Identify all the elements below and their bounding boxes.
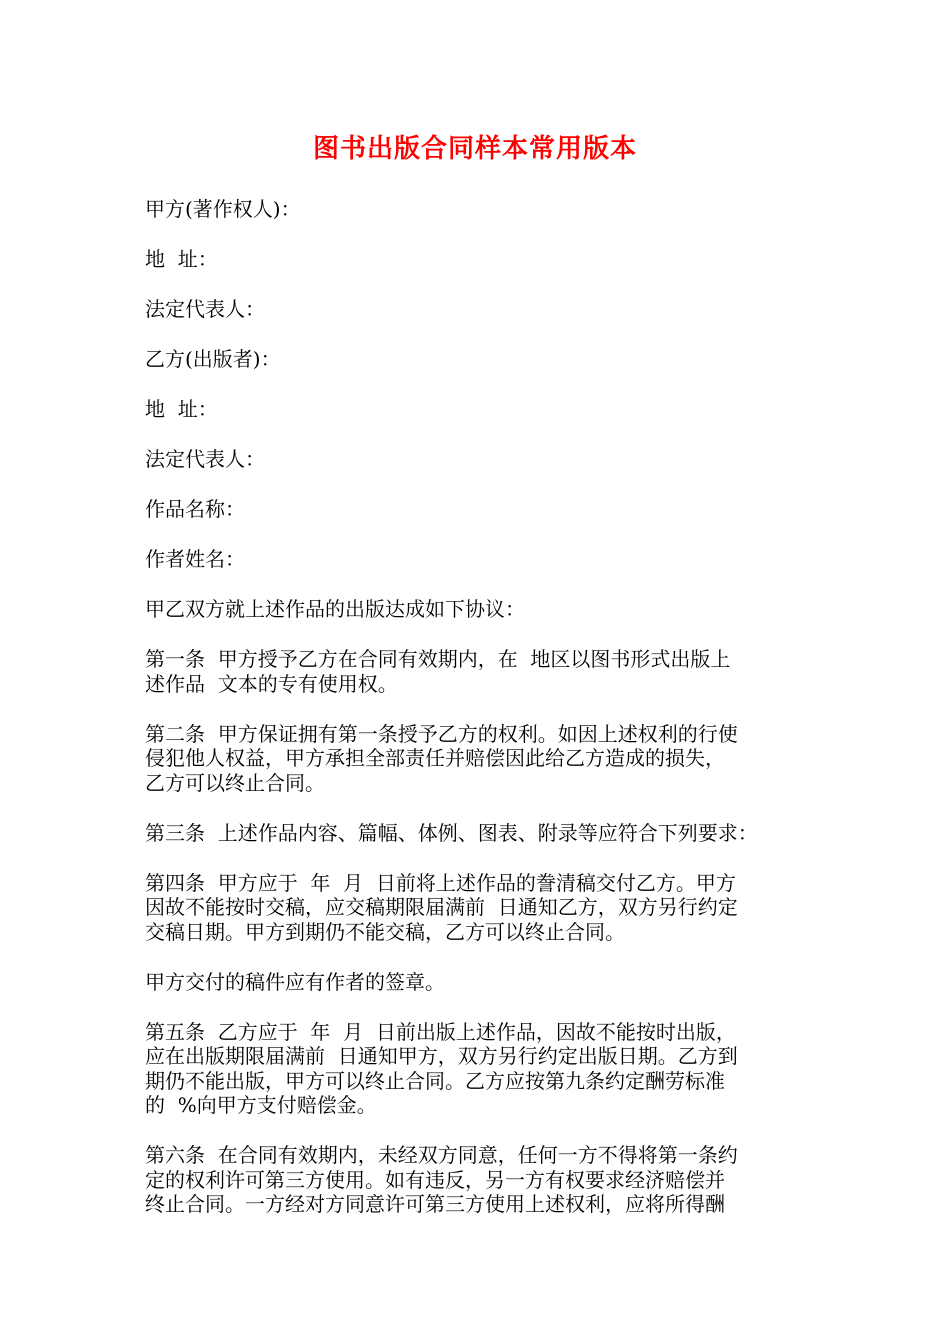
paragraph-line: 作者姓名：: [145, 547, 245, 571]
paragraph: [145, 871, 810, 945]
document-body: [145, 197, 810, 1242]
document-title: 图书出版合同样本常用版本: [312, 134, 637, 164]
paragraph: [145, 397, 810, 422]
paragraph-line: 甲方(著作权人)：: [145, 197, 301, 221]
paragraph-line: 法定代表人：: [145, 447, 265, 471]
paragraph: [145, 1143, 810, 1217]
paragraph-line: 述作品 文本的专有使用权。: [145, 671, 398, 696]
paragraph-line: 交稿日期。甲方到期仍不能交稿，乙方可以终止合同。: [145, 919, 625, 944]
paragraph: [145, 447, 810, 472]
paragraph-line: 终止合同。一方经对方同意许可第三方使用上述权利，应将所得酬: [145, 1192, 725, 1216]
paragraph: [145, 821, 810, 846]
paragraph-line: 法定代表人：: [145, 297, 265, 321]
paragraph-line: 侵犯他人权益，甲方承担全部责任并赔偿因此给乙方造成的损失，: [145, 746, 725, 770]
paragraph-line: 定的权利许可第三方使用。如有违反，另一方有权要求经济赔偿并: [145, 1167, 725, 1192]
paragraph-line: 第四条 甲方应于 年 月 日前将上述作品的誊清稿交付乙方。甲方: [145, 870, 736, 895]
paragraph-line: 的 %向甲方支付赔偿金。: [145, 1093, 377, 1117]
paragraph: [145, 197, 810, 222]
paragraph-line: 第五条 乙方应于 年 月 日前出版上述作品，因故不能按时出版，: [145, 1019, 736, 1044]
paragraph-line: 乙方(出版者)：: [145, 347, 281, 371]
paragraph: [145, 722, 810, 796]
paragraph-line: 因故不能按时交稿，应交稿期限届满前 日通知乙方，双方另行约定: [145, 895, 738, 919]
paragraph-line: 地 址：: [145, 397, 218, 421]
paragraph-line: 期仍不能出版，甲方可以终止合同。乙方应按第九条约定酬劳标准: [145, 1068, 725, 1093]
paragraph: [145, 970, 810, 995]
paragraph-line: 应在出版期限届满前 日通知甲方，双方另行约定出版日期。乙方到: [145, 1044, 738, 1068]
paragraph: [145, 497, 810, 522]
paragraph-line: 第六条 在合同有效期内，未经双方同意，任何一方不得将第一条约: [145, 1143, 738, 1167]
paragraph: [145, 297, 810, 322]
paragraph: [145, 597, 810, 622]
paragraph: [145, 547, 810, 572]
paragraph-line: 地 址：: [145, 247, 218, 271]
paragraph-line: 作品名称：: [145, 497, 245, 521]
paragraph-line: 第一条 甲方授予乙方在合同有效期内，在 地区以图书形式出版上: [145, 647, 731, 671]
paragraph-line: 甲乙双方就上述作品的出版达成如下协议：: [145, 597, 525, 621]
paragraph-line: 乙方可以终止合同。: [145, 770, 325, 795]
paragraph: [145, 247, 810, 272]
paragraph-line: 甲方交付的稿件应有作者的签章。: [145, 969, 445, 994]
paragraph: [145, 647, 810, 696]
paragraph-line: 第三条 上述作品内容、篇幅、体例、图表、附录等应符合下列要求：: [145, 820, 758, 845]
paragraph-line: 第二条 甲方保证拥有第一条授予乙方的权利。如因上述权利的行使: [145, 721, 738, 746]
paragraph: [145, 1020, 810, 1118]
paragraph: [145, 347, 810, 372]
